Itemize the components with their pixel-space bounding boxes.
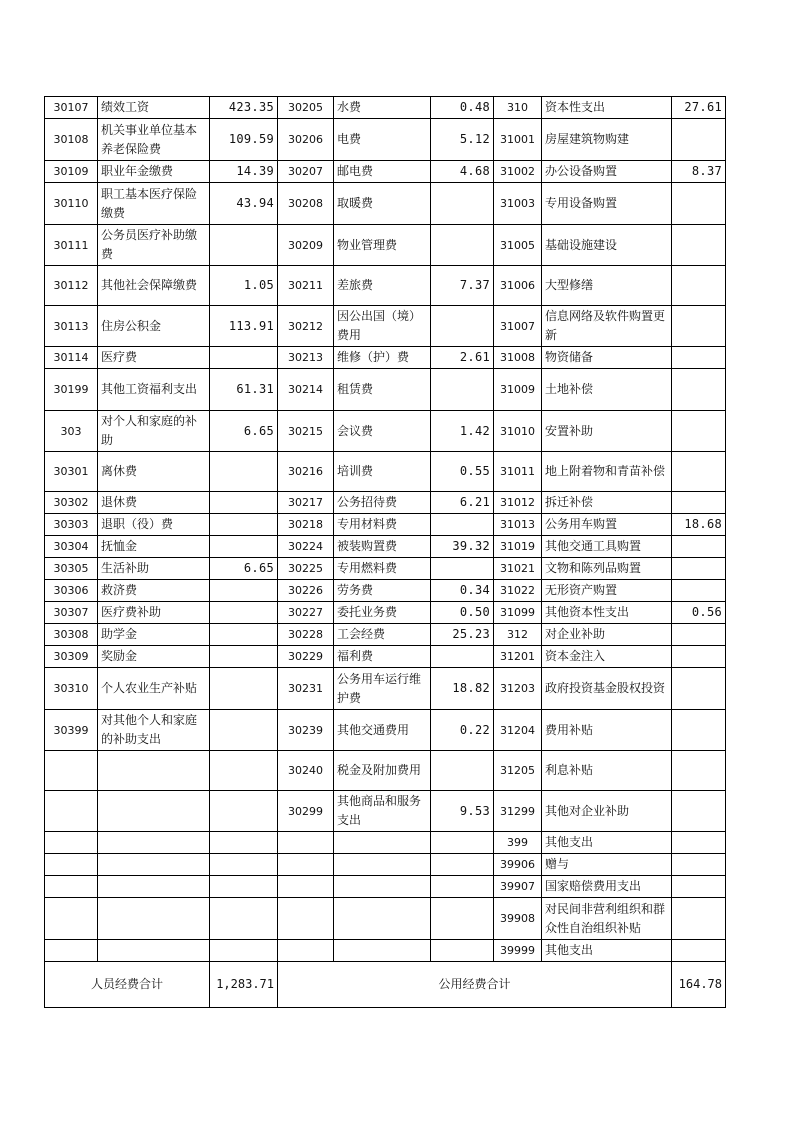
value-cell	[672, 347, 726, 369]
code-cell: 31012	[494, 492, 542, 514]
code-cell: 31201	[494, 646, 542, 668]
code-cell: 399	[494, 832, 542, 854]
value-cell	[431, 854, 494, 876]
name-cell: 对企业补助	[542, 624, 672, 646]
value-cell: 6.65	[210, 558, 278, 580]
name-cell: 其他支出	[542, 940, 672, 962]
table-row	[45, 161, 726, 183]
code-cell: 30217	[278, 492, 334, 514]
code-cell	[278, 940, 334, 962]
value-cell	[672, 832, 726, 854]
code-cell: 31010	[494, 411, 542, 452]
value-cell: 6.65	[210, 411, 278, 452]
code-cell: 30225	[278, 558, 334, 580]
name-cell: 其他交通费用	[334, 710, 431, 751]
name-cell: 离休费	[98, 452, 210, 492]
code-cell: 39999	[494, 940, 542, 962]
code-cell: 30207	[278, 161, 334, 183]
name-cell: 抚恤金	[98, 536, 210, 558]
name-cell	[334, 940, 431, 962]
code-cell	[45, 876, 98, 898]
code-cell: 30399	[45, 710, 98, 751]
value-cell	[210, 751, 278, 791]
value-cell	[672, 411, 726, 452]
code-cell: 30302	[45, 492, 98, 514]
value-cell: 423.35	[210, 97, 278, 119]
code-cell: 30199	[45, 369, 98, 411]
code-cell: 30216	[278, 452, 334, 492]
value-cell	[672, 225, 726, 266]
code-cell: 30224	[278, 536, 334, 558]
code-cell: 30231	[278, 668, 334, 710]
value-cell	[210, 624, 278, 646]
name-cell	[98, 940, 210, 962]
value-cell: 113.91	[210, 306, 278, 347]
code-cell: 30206	[278, 119, 334, 161]
name-cell: 对个人和家庭的补助	[98, 411, 210, 452]
code-cell: 31299	[494, 791, 542, 832]
table-row	[45, 119, 726, 161]
value-cell: 2.61	[431, 347, 494, 369]
name-cell	[334, 876, 431, 898]
code-cell: 30226	[278, 580, 334, 602]
name-cell: 其他对企业补助	[542, 791, 672, 832]
code-cell	[45, 751, 98, 791]
value-cell	[431, 898, 494, 940]
table-row	[45, 369, 726, 411]
name-cell: 大型修缮	[542, 266, 672, 306]
value-cell: 0.48	[431, 97, 494, 119]
table-body	[45, 97, 726, 962]
expenditure-table	[44, 96, 726, 1008]
name-cell: 对其他个人和家庭的补助支出	[98, 710, 210, 751]
code-cell: 31002	[494, 161, 542, 183]
name-cell: 奖励金	[98, 646, 210, 668]
code-cell: 30215	[278, 411, 334, 452]
value-cell	[210, 710, 278, 751]
name-cell: 机关事业单位基本养老保险费	[98, 119, 210, 161]
code-cell: 30205	[278, 97, 334, 119]
name-cell: 职业年金缴费	[98, 161, 210, 183]
value-cell	[210, 536, 278, 558]
code-cell: 30305	[45, 558, 98, 580]
table-row	[45, 306, 726, 347]
code-cell: 31009	[494, 369, 542, 411]
table-row	[45, 854, 726, 876]
code-cell: 30240	[278, 751, 334, 791]
name-cell: 工会经费	[334, 624, 431, 646]
code-cell: 31203	[494, 668, 542, 710]
code-cell: 30108	[45, 119, 98, 161]
name-cell: 物资储备	[542, 347, 672, 369]
code-cell: 30308	[45, 624, 98, 646]
value-cell	[672, 369, 726, 411]
name-cell: 专用燃料费	[334, 558, 431, 580]
table-row	[45, 452, 726, 492]
value-cell: 18.82	[431, 668, 494, 710]
code-cell: 303	[45, 411, 98, 452]
value-cell: 0.22	[431, 710, 494, 751]
code-cell: 30309	[45, 646, 98, 668]
value-cell	[210, 832, 278, 854]
code-cell: 39908	[494, 898, 542, 940]
code-cell: 30301	[45, 452, 98, 492]
value-cell	[431, 940, 494, 962]
code-cell: 31005	[494, 225, 542, 266]
table-row	[45, 492, 726, 514]
code-cell: 30113	[45, 306, 98, 347]
table-row	[45, 624, 726, 646]
code-cell: 30114	[45, 347, 98, 369]
totals-row	[45, 962, 726, 1008]
value-cell	[210, 646, 278, 668]
table-row	[45, 602, 726, 624]
name-cell: 专用设备购置	[542, 183, 672, 225]
name-cell: 劳务费	[334, 580, 431, 602]
value-cell	[672, 452, 726, 492]
value-cell	[210, 225, 278, 266]
code-cell: 31204	[494, 710, 542, 751]
value-cell: 9.53	[431, 791, 494, 832]
value-cell	[210, 347, 278, 369]
code-cell: 30239	[278, 710, 334, 751]
name-cell	[98, 876, 210, 898]
table-row	[45, 668, 726, 710]
code-cell: 30109	[45, 161, 98, 183]
value-cell	[210, 876, 278, 898]
name-cell: 救济费	[98, 580, 210, 602]
value-cell	[672, 492, 726, 514]
value-cell	[431, 832, 494, 854]
value-cell	[431, 369, 494, 411]
value-cell	[672, 306, 726, 347]
name-cell: 公务用车购置	[542, 514, 672, 536]
code-cell: 31006	[494, 266, 542, 306]
code-cell: 30303	[45, 514, 98, 536]
name-cell: 医疗费补助	[98, 602, 210, 624]
name-cell: 其他商品和服务支出	[334, 791, 431, 832]
code-cell: 30304	[45, 536, 98, 558]
code-cell: 30307	[45, 602, 98, 624]
name-cell	[334, 832, 431, 854]
value-cell: 1.05	[210, 266, 278, 306]
table-row	[45, 536, 726, 558]
table-row	[45, 751, 726, 791]
value-cell	[210, 602, 278, 624]
value-cell	[431, 306, 494, 347]
name-cell: 退休费	[98, 492, 210, 514]
public-total-label: 公用经费合计	[278, 962, 672, 1008]
name-cell: 无形资产购置	[542, 580, 672, 602]
name-cell: 助学金	[98, 624, 210, 646]
code-cell	[45, 898, 98, 940]
code-cell: 30229	[278, 646, 334, 668]
code-cell	[45, 940, 98, 962]
code-cell	[278, 854, 334, 876]
code-cell: 31011	[494, 452, 542, 492]
code-cell: 31099	[494, 602, 542, 624]
name-cell: 赠与	[542, 854, 672, 876]
value-cell	[210, 940, 278, 962]
code-cell: 31001	[494, 119, 542, 161]
name-cell	[334, 898, 431, 940]
table-row	[45, 898, 726, 940]
code-cell: 30218	[278, 514, 334, 536]
table-row	[45, 514, 726, 536]
value-cell: 0.50	[431, 602, 494, 624]
code-cell: 31008	[494, 347, 542, 369]
value-cell: 0.55	[431, 452, 494, 492]
table-row	[45, 580, 726, 602]
name-cell: 拆迁补偿	[542, 492, 672, 514]
value-cell: 39.32	[431, 536, 494, 558]
name-cell: 其他社会保障缴费	[98, 266, 210, 306]
value-cell	[672, 940, 726, 962]
name-cell: 公务用车运行维护费	[334, 668, 431, 710]
name-cell: 资本金注入	[542, 646, 672, 668]
value-cell	[672, 791, 726, 832]
value-cell	[210, 580, 278, 602]
code-cell: 30228	[278, 624, 334, 646]
name-cell: 因公出国（境）费用	[334, 306, 431, 347]
name-cell: 退职（役）费	[98, 514, 210, 536]
value-cell: 27.61	[672, 97, 726, 119]
code-cell: 30110	[45, 183, 98, 225]
code-cell	[45, 832, 98, 854]
value-cell: 6.21	[431, 492, 494, 514]
value-cell: 5.12	[431, 119, 494, 161]
name-cell: 专用材料费	[334, 514, 431, 536]
name-cell: 维修（护）费	[334, 347, 431, 369]
code-cell: 30107	[45, 97, 98, 119]
value-cell	[672, 624, 726, 646]
name-cell: 个人农业生产补贴	[98, 668, 210, 710]
code-cell: 31007	[494, 306, 542, 347]
value-cell: 14.39	[210, 161, 278, 183]
value-cell: 43.94	[210, 183, 278, 225]
name-cell: 国家赔偿费用支出	[542, 876, 672, 898]
code-cell: 31013	[494, 514, 542, 536]
value-cell: 0.56	[672, 602, 726, 624]
value-cell	[672, 558, 726, 580]
value-cell	[210, 514, 278, 536]
value-cell	[672, 876, 726, 898]
name-cell: 绩效工资	[98, 97, 210, 119]
name-cell: 地上附着物和青苗补偿	[542, 452, 672, 492]
value-cell	[431, 183, 494, 225]
name-cell: 委托业务费	[334, 602, 431, 624]
value-cell	[672, 266, 726, 306]
code-cell: 31019	[494, 536, 542, 558]
name-cell: 安置补助	[542, 411, 672, 452]
value-cell	[431, 876, 494, 898]
name-cell: 基础设施建设	[542, 225, 672, 266]
value-cell	[672, 119, 726, 161]
code-cell: 39907	[494, 876, 542, 898]
value-cell	[210, 492, 278, 514]
name-cell: 培训费	[334, 452, 431, 492]
value-cell	[672, 646, 726, 668]
table-row	[45, 791, 726, 832]
table-row	[45, 97, 726, 119]
code-cell	[278, 898, 334, 940]
name-cell: 费用补贴	[542, 710, 672, 751]
name-cell: 文物和陈列品购置	[542, 558, 672, 580]
code-cell: 31205	[494, 751, 542, 791]
name-cell: 福利费	[334, 646, 431, 668]
code-cell	[45, 854, 98, 876]
value-cell	[672, 183, 726, 225]
code-cell: 30306	[45, 580, 98, 602]
name-cell: 税金及附加费用	[334, 751, 431, 791]
name-cell: 公务员医疗补助缴费	[98, 225, 210, 266]
value-cell	[210, 898, 278, 940]
code-cell	[45, 791, 98, 832]
name-cell: 公务招待费	[334, 492, 431, 514]
name-cell: 对民间非营利组织和群众性自治组织补贴	[542, 898, 672, 940]
name-cell: 租赁费	[334, 369, 431, 411]
name-cell: 其他支出	[542, 832, 672, 854]
value-cell: 0.34	[431, 580, 494, 602]
name-cell: 政府投资基金股权投资	[542, 668, 672, 710]
table-row	[45, 347, 726, 369]
name-cell: 利息补贴	[542, 751, 672, 791]
value-cell	[672, 854, 726, 876]
value-cell: 1.42	[431, 411, 494, 452]
name-cell: 医疗费	[98, 347, 210, 369]
table-row	[45, 558, 726, 580]
code-cell: 31021	[494, 558, 542, 580]
name-cell	[98, 854, 210, 876]
table-row	[45, 940, 726, 962]
value-cell: 8.37	[672, 161, 726, 183]
table-row	[45, 710, 726, 751]
name-cell: 生活补助	[98, 558, 210, 580]
code-cell: 30310	[45, 668, 98, 710]
code-cell: 39906	[494, 854, 542, 876]
value-cell: 18.68	[672, 514, 726, 536]
table-row	[45, 411, 726, 452]
code-cell: 30299	[278, 791, 334, 832]
code-cell: 31003	[494, 183, 542, 225]
name-cell: 资本性支出	[542, 97, 672, 119]
name-cell	[98, 832, 210, 854]
table-row	[45, 183, 726, 225]
code-cell	[278, 832, 334, 854]
value-cell	[672, 580, 726, 602]
name-cell: 住房公积金	[98, 306, 210, 347]
name-cell	[98, 898, 210, 940]
value-cell	[210, 452, 278, 492]
value-cell	[672, 898, 726, 940]
name-cell: 职工基本医疗保险缴费	[98, 183, 210, 225]
value-cell: 4.68	[431, 161, 494, 183]
table-row	[45, 225, 726, 266]
name-cell: 土地补偿	[542, 369, 672, 411]
code-cell	[278, 876, 334, 898]
name-cell	[98, 791, 210, 832]
value-cell: 109.59	[210, 119, 278, 161]
value-cell	[672, 536, 726, 558]
code-cell: 30211	[278, 266, 334, 306]
value-cell: 25.23	[431, 624, 494, 646]
name-cell: 房屋建筑物购建	[542, 119, 672, 161]
code-cell: 30112	[45, 266, 98, 306]
personnel-total-value: 1,283.71	[210, 962, 278, 1008]
value-cell: 7.37	[431, 266, 494, 306]
value-cell	[431, 751, 494, 791]
name-cell: 差旅费	[334, 266, 431, 306]
name-cell: 会议费	[334, 411, 431, 452]
code-cell: 30208	[278, 183, 334, 225]
name-cell: 水费	[334, 97, 431, 119]
value-cell	[431, 225, 494, 266]
name-cell: 其他资本性支出	[542, 602, 672, 624]
value-cell	[431, 646, 494, 668]
value-cell	[210, 854, 278, 876]
name-cell: 物业管理费	[334, 225, 431, 266]
value-cell	[672, 751, 726, 791]
code-cell: 30227	[278, 602, 334, 624]
value-cell	[210, 791, 278, 832]
name-cell: 办公设备购置	[542, 161, 672, 183]
name-cell: 邮电费	[334, 161, 431, 183]
name-cell	[334, 854, 431, 876]
value-cell: 61.31	[210, 369, 278, 411]
code-cell: 310	[494, 97, 542, 119]
name-cell: 信息网络及软件购置更新	[542, 306, 672, 347]
code-cell: 31022	[494, 580, 542, 602]
value-cell	[431, 514, 494, 536]
name-cell: 电费	[334, 119, 431, 161]
name-cell: 被装购置费	[334, 536, 431, 558]
name-cell	[98, 751, 210, 791]
value-cell	[431, 558, 494, 580]
table-row	[45, 266, 726, 306]
value-cell	[672, 710, 726, 751]
code-cell: 30209	[278, 225, 334, 266]
code-cell: 30212	[278, 306, 334, 347]
value-cell	[672, 668, 726, 710]
code-cell: 312	[494, 624, 542, 646]
table-row	[45, 832, 726, 854]
personnel-total-label: 人员经费合计	[45, 962, 210, 1008]
value-cell	[210, 668, 278, 710]
code-cell: 30111	[45, 225, 98, 266]
table-row	[45, 876, 726, 898]
code-cell: 30213	[278, 347, 334, 369]
name-cell: 其他交通工具购置	[542, 536, 672, 558]
code-cell: 30214	[278, 369, 334, 411]
public-total-value: 164.78	[672, 962, 726, 1008]
name-cell: 其他工资福利支出	[98, 369, 210, 411]
name-cell: 取暖费	[334, 183, 431, 225]
table-row	[45, 646, 726, 668]
